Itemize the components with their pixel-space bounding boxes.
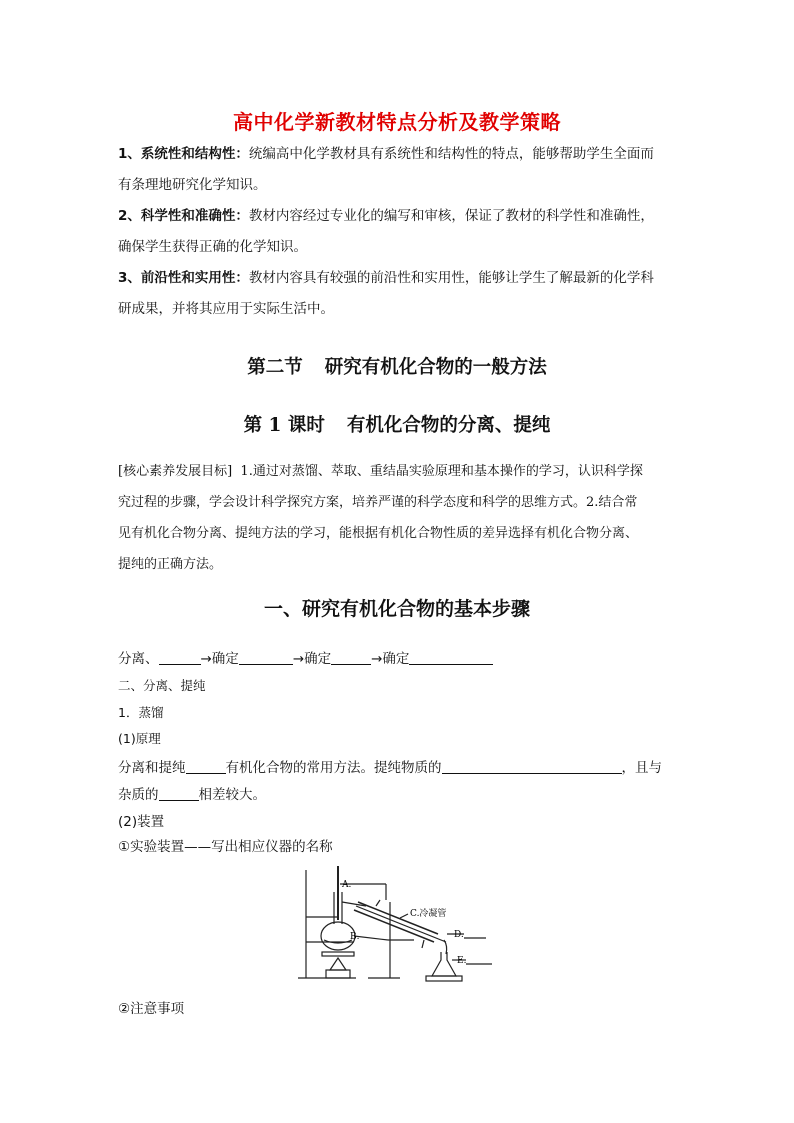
principle-b: 有机化合物的常用方法。提纯物质的 <box>225 760 442 776</box>
lesson-title: 有机化合物的分离、提纯 <box>346 415 551 436</box>
principle-e: 相差较大。 <box>198 787 266 803</box>
leader-c <box>400 914 408 918</box>
principle-title: (1)原理 <box>118 731 161 746</box>
step-blank-2[interactable] <box>239 650 293 665</box>
part-2-heading: 二、分离、提纯 <box>118 678 206 693</box>
feature-2-text-2: 确保学生获得正确的化学知识。 <box>118 239 307 255</box>
distillation-apparatus-figure <box>296 862 502 986</box>
part-1-heading: 一、研究有机化合物的基本步骤 <box>263 598 530 620</box>
water-outlet <box>376 900 380 906</box>
feature-3 <box>118 263 683 325</box>
feature-2-label: 2、科学性和准确性： <box>118 208 249 224</box>
receiving-flask <box>432 952 456 976</box>
feature-3-text-2: 研成果，并将其应用于实际生活中。 <box>118 301 334 317</box>
principle-blank-2[interactable] <box>442 759 622 774</box>
principle-line-2 <box>118 783 266 803</box>
section-title: 研究有机化合物的一般方法 <box>324 357 547 378</box>
goals-label: [核心素养发展目标] <box>118 464 233 479</box>
feature-1-label: 1、系统性和结构性： <box>118 146 249 162</box>
feature-2 <box>118 201 683 263</box>
feature-2-text: 教材内容经过专业化的编写和审核，保证了教材的科学性和准确性， <box>248 208 654 224</box>
figure-label-b: B. <box>350 932 360 942</box>
goals-line-4: 提纯的正确方法。 <box>118 557 223 572</box>
feature-1-text: 统编高中化学教材具有系统性和结构性的特点，能够帮助学生全面而 <box>248 146 654 162</box>
device-subtitle: ①实验装置——写出相应仪器的名称 <box>118 839 333 855</box>
figure-label-e: E. <box>457 956 467 966</box>
feature-1-text-2: 有条理地研究化学知识。 <box>118 177 267 193</box>
figure-label-c: C.冷凝管 <box>410 909 447 919</box>
step-3: →确定 <box>292 651 332 667</box>
lesson-number: 第 1 课时 <box>243 415 325 436</box>
feature-3-label: 3、前沿性和实用性： <box>118 270 249 286</box>
principle-a: 分离和提纯 <box>118 760 186 776</box>
principle-blank-1[interactable] <box>186 759 226 774</box>
goals-line-1: 1.通过对蒸馏、萃取、重结晶实验原理和基本操作的学习，认识科学探 <box>240 464 643 479</box>
lesson-heading <box>0 411 794 437</box>
principle-line-1 <box>118 756 662 776</box>
core-goals <box>118 456 688 580</box>
figure-label-d: D. <box>454 930 464 940</box>
goals-line-3: 见有机化合物分离、提纯方法的学习，能根据有机化合物性质的差异选择有机化合物分离、 <box>118 526 639 541</box>
goals-line-2: 究过程的步骤，学会设计科学探究方案，培养严谨的科学态度和科学的思维方式。2.结合常 <box>118 495 638 510</box>
step-1: 分离、 <box>118 651 159 667</box>
step-2: →确定 <box>200 651 239 667</box>
flask-stand <box>426 976 462 981</box>
wire-gauze <box>322 952 354 956</box>
notes-title: ②注意事项 <box>118 1001 185 1017</box>
section-heading <box>0 353 794 379</box>
feature-3-text: 教材内容具有较强的前沿性和实用性，能够让学生了解最新的化学科 <box>248 270 654 286</box>
device-title: (2)装置 <box>118 814 165 830</box>
step-blank-3[interactable] <box>331 650 371 665</box>
feature-1 <box>118 139 683 201</box>
figure-label-a: A. <box>342 880 352 890</box>
step-4: →确定 <box>371 651 410 667</box>
alcohol-lamp <box>326 970 350 978</box>
principle-blank-3[interactable] <box>159 786 199 801</box>
distill-title: 1．蒸馏 <box>118 705 164 720</box>
steps-line <box>118 647 493 667</box>
step-blank-4[interactable] <box>409 650 493 665</box>
section-number: 第二节 <box>247 357 303 378</box>
principle-d: 杂质的 <box>118 787 159 803</box>
burner-flame <box>330 958 346 970</box>
step-blank-1[interactable] <box>159 650 201 665</box>
adapter <box>444 940 447 954</box>
principle-c: ，且与 <box>621 760 662 776</box>
water-inlet <box>422 940 424 948</box>
document-title: 高中化学新教材特点分析及教学策略 <box>233 110 561 134</box>
